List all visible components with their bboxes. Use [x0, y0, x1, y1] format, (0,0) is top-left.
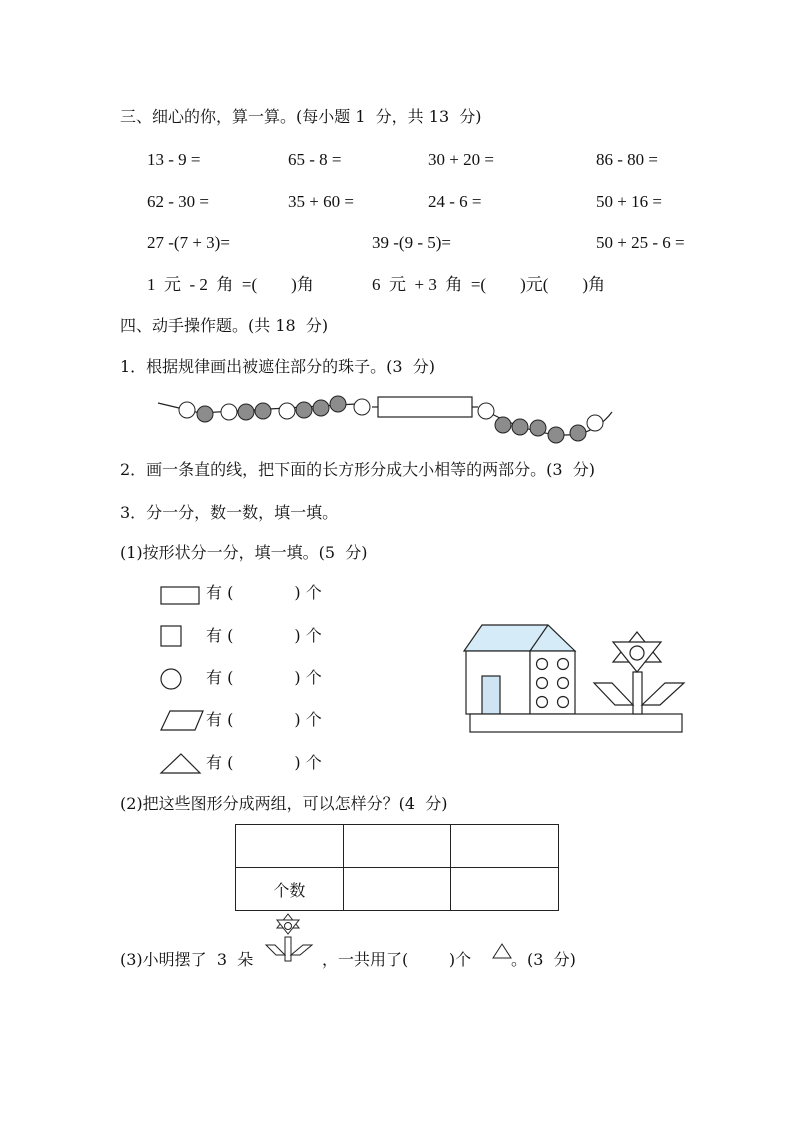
calc-r4-c2: 6 元 + 3 角 =( )元( )角 — [372, 275, 606, 294]
section4-title: 四、动手操作题。(共 18 分) — [120, 316, 329, 335]
question-3-2: (2)把这些图形分成两组，可以怎样分？(4 分) — [120, 794, 448, 813]
question-3-1: (1)按形状分一分，填一填。(5 分) — [120, 543, 368, 562]
rectangle-count: 有 ( ) 个 — [206, 583, 322, 602]
circle-count: 有 ( ) 个 — [206, 668, 322, 687]
triangle-count: 有 ( ) 个 — [206, 753, 322, 772]
calc-r1-c4: 86 - 80 = — [596, 150, 658, 169]
question-3-3-suffix: 。(3 分) — [511, 950, 576, 969]
calc-r3-c1: 27 -(7 + 3)= — [147, 233, 230, 252]
calc-r3-c2: 39 -(9 - 5)= — [372, 233, 451, 252]
calc-r4-c1: 1 元 - 2 角 =( )角 — [147, 275, 314, 294]
question-3-3-prefix: (3)小明摆了 3 朵 — [120, 950, 254, 969]
calc-r2-c3: 24 - 6 = — [428, 192, 482, 211]
calc-r2-c2: 35 + 60 = — [288, 192, 354, 211]
section3-title: 三、细心的你，算一算。(每小题 1 分，共 13 分) — [120, 107, 482, 126]
calc-r3-c3: 50 + 25 - 6 = — [596, 233, 685, 252]
parallelogram-count: 有 ( ) 个 — [206, 710, 322, 729]
calc-r1-c3: 30 + 20 = — [428, 150, 494, 169]
calc-r2-c1: 62 - 30 = — [147, 192, 209, 211]
calc-r1-c1: 13 - 9 = — [147, 150, 201, 169]
question-1: 1．根据规律画出被遮住部分的珠子。(3 分) — [120, 357, 436, 376]
square-count: 有 ( ) 个 — [206, 626, 322, 645]
table-row-label: 个数 — [236, 868, 344, 911]
question-3-3-middle: ，一共用了( )个 — [322, 950, 472, 969]
calc-r1-c2: 65 - 8 = — [288, 150, 342, 169]
question-3: 3．分一分，数一数，填一填。 — [120, 503, 339, 522]
calc-r2-c4: 50 + 16 = — [596, 192, 662, 211]
question-2: 2．画一条直的线，把下面的长方形分成大小相等的两部分。(3 分) — [120, 460, 596, 479]
